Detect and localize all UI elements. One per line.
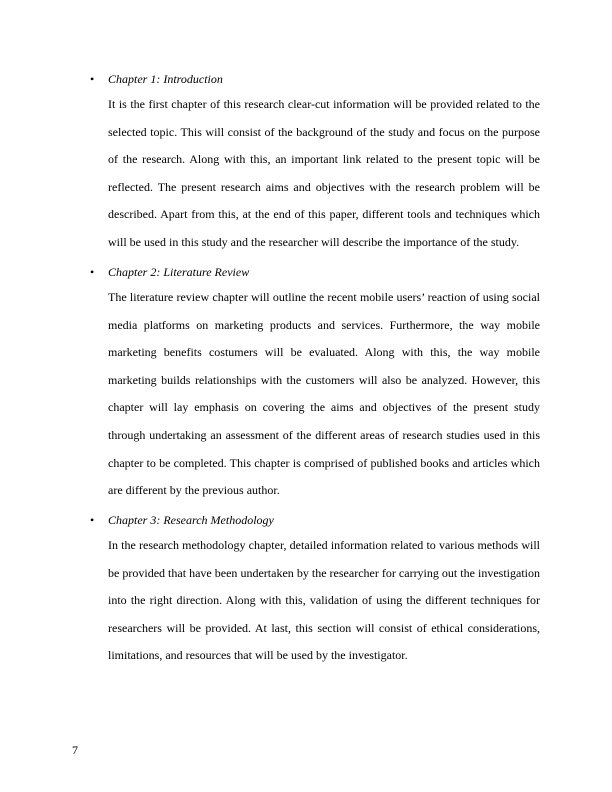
bullet-marker: • — [90, 72, 95, 86]
bullet-marker: • — [90, 513, 95, 527]
chapter-2-heading: Chapter 2: Literature Review — [108, 265, 250, 279]
chapter-1-paragraph: It is the first chapter of this research clear-cut information will be provided related to the selected topic. This will consist of the background of the study and focus on the purpose of the research. Along with this, an important link related to the present topic will be reflected. The present research aims and objectives with the research problem will be described. Apart from this, at the end of this paper, different tools and techniques which will be used in this study and the researcher will describe the importance of the study. — [108, 97, 540, 249]
page-number: 7 — [72, 743, 78, 757]
chapter-3-paragraph: In the research methodology chapter, detailed information related to various methods will be provided that have been undertaken by the researcher for carrying out the investigation into the right direction. Along with this, validation of using the different techniques for researchers will be provided. At last, this section will consist of ethical considerations, limitations, and resources that will be used by the investigator. — [108, 538, 540, 663]
chapter-1-heading: Chapter 1: Introduction — [108, 72, 223, 86]
chapter-2-paragraph: The literature review chapter will outline the recent mobile users’ reaction of using social media platforms on marketing products and services. Furthermore, the way mobile marketing benefits costumers will be evaluated. Along with this, the way mobile marketing builds relationships with the customers will also be analyzed. However, this chapter will lay emphasis on covering the aims and objectives of the present study through undertaking an assessment of the different areas of research studies used in this chapter to be completed. This chapter is comprised of published books and articles which are different by the previous author. — [108, 290, 540, 498]
chapter-3-heading: Chapter 3: Research Methodology — [108, 513, 274, 527]
bullet-marker: • — [90, 265, 95, 279]
